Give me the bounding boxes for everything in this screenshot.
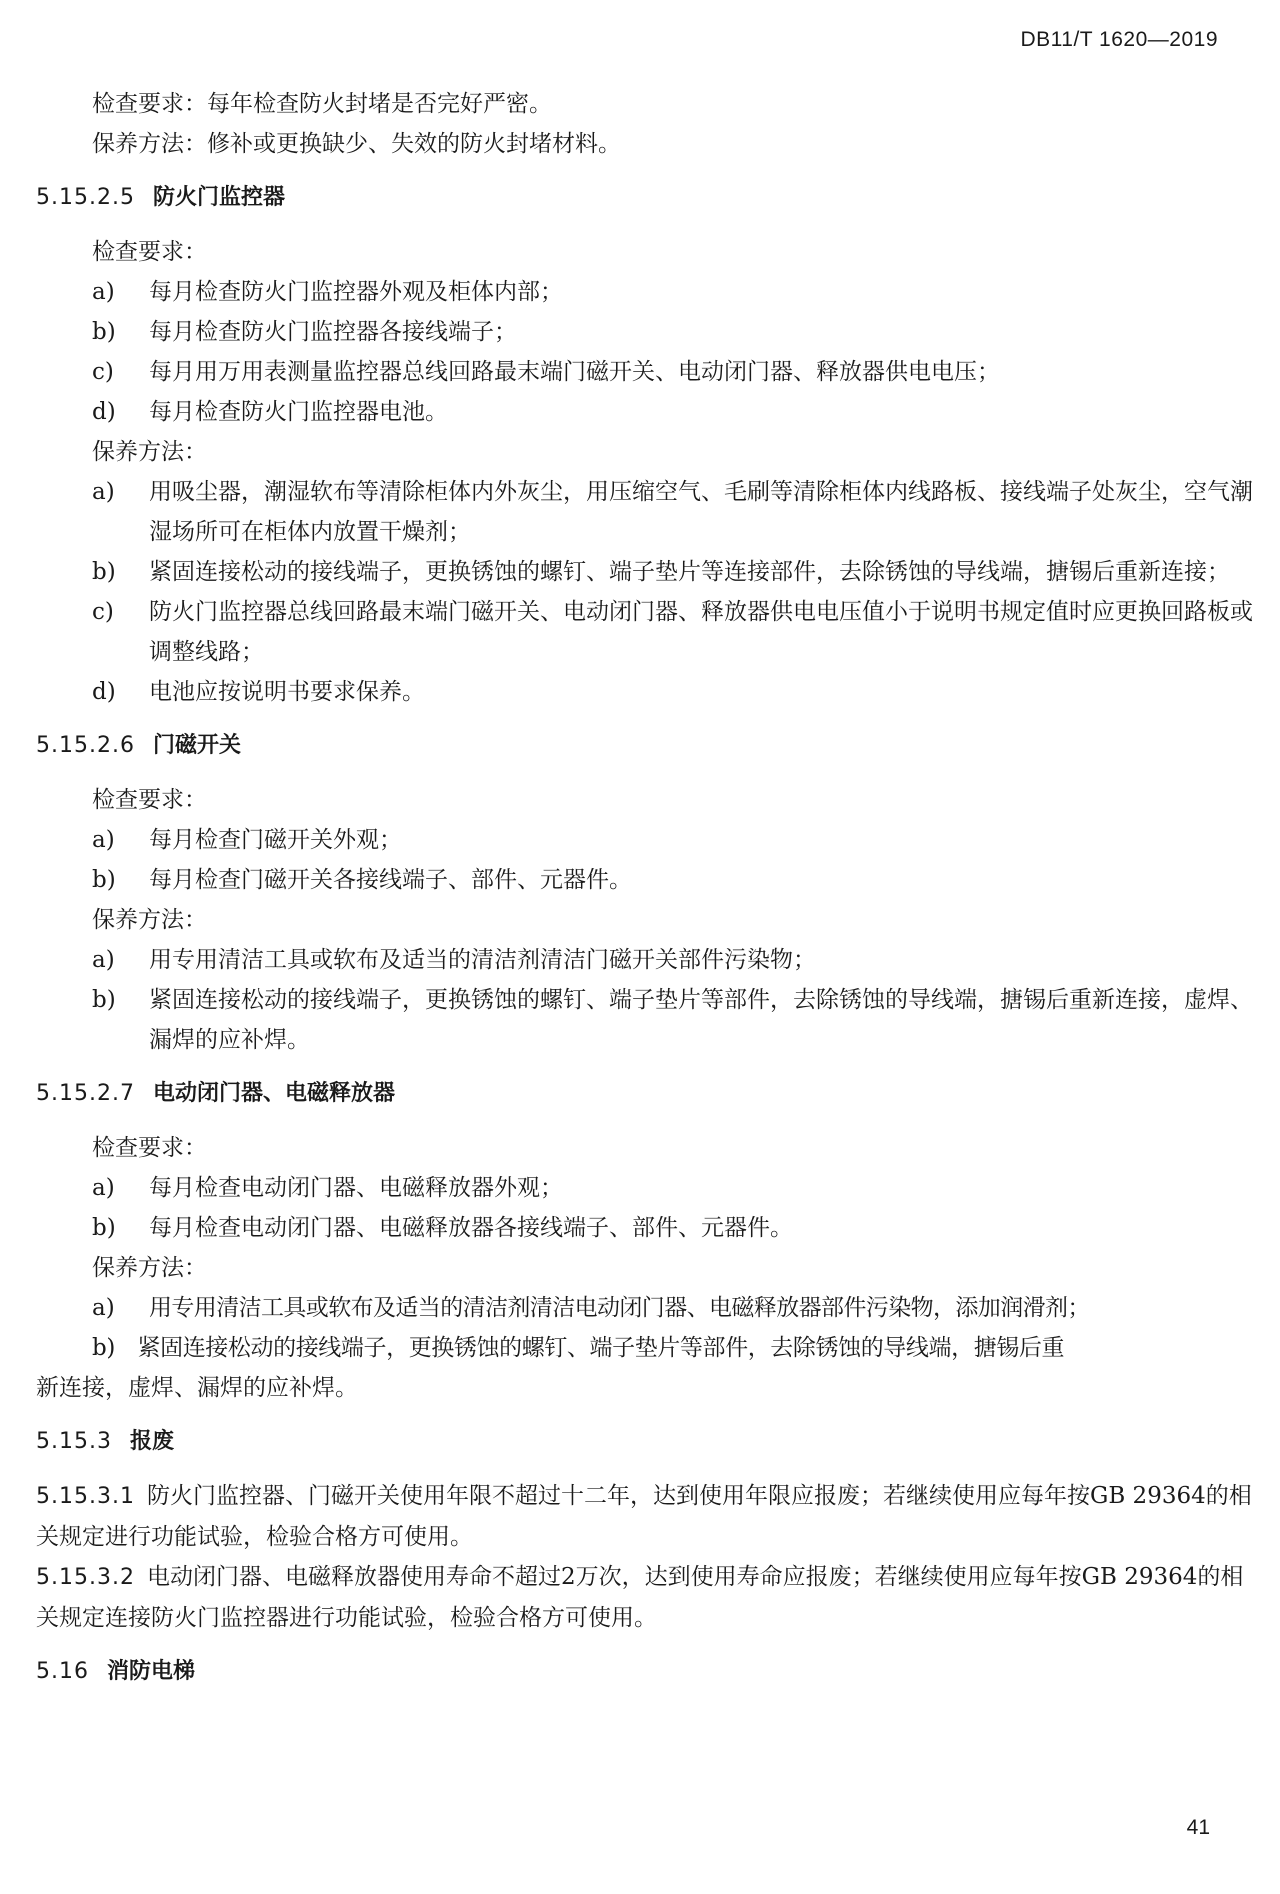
item-label: a) [92,827,115,853]
item-text: 电池应按说明书要求保养。 [149,679,425,705]
item-label: b) [92,867,116,893]
section-heading-door-monitor [36,178,1258,218]
list-item [36,552,1258,592]
item-label: b) [92,559,116,585]
page-number: 41 [1186,1816,1210,1839]
maint-label: 保养方法： [92,1255,207,1281]
list-item [36,1168,1258,1208]
clause-paragraph [36,1476,1258,1557]
item-text: 用吸尘器，潮湿软布等清除柜体内外灰尘，用压缩空气、毛刷等清除柜体内线路板、接线端子处灰尘，空气潮湿场所可在柜体内放置干燥剂； [149,479,1253,545]
list-item [36,860,1258,900]
item-label: c) [92,599,114,625]
item-label: a) [92,1295,115,1321]
list-item [36,1288,1258,1328]
section-title: 报废 [129,1429,174,1454]
section-title: 消防电梯 [106,1659,195,1684]
clause-text: 电动闭门器、电磁释放器使用寿命不超过2万次，达到使用寿命应报废；若继续使用应每年按GB 29364的相关规定连接防火门监控器进行功能试验，检验合格方可使用。 [36,1564,1244,1631]
section-title: 电动闭门器、电磁释放器 [152,1081,395,1106]
maint-label: 保养方法： [92,439,207,465]
item-text: 防火门监控器总线回路最末端门磁开关、电动闭门器、释放器供电电压值小于说明书规定值时应更换回路板或调整线路； [149,599,1253,665]
item-label: b) [92,987,116,1013]
section-number: 5.16 [36,1659,89,1684]
item-text: 每月检查防火门监控器外观及柜体内部； [149,279,563,305]
page-content [36,84,1258,1706]
list-item [36,392,1258,432]
list-item [36,1208,1258,1248]
section-number: 5.15.2.7 [36,1081,135,1106]
item-text: 每月检查电动闭门器、电磁释放器外观； [149,1175,563,1201]
item-text: 每月检查电动闭门器、电磁释放器各接线端子、部件、元器件。 [149,1215,793,1241]
list-item [36,312,1258,352]
check-label: 检查要求： [92,239,207,265]
list-item [36,472,1258,552]
section-number: 5.15.3 [36,1429,112,1454]
clause-paragraph [36,1557,1258,1638]
item-text: 每月用万用表测量监控器总线回路最末端门磁开关、电动闭门器、释放器供电电压； [149,359,1000,385]
item-label: d) [92,679,116,705]
section-heading-door-closer [36,1074,1258,1114]
section-title: 防火门监控器 [152,185,285,210]
list-item [36,592,1258,672]
list-item [36,940,1258,980]
list-item-first-line: b) 紧固连接松动的接线端子，更换锈蚀的螺钉、端子垫片等部件，去除锈蚀的导线端，搪锡后重 [92,1335,1065,1361]
firestop-maint-line: 保养方法：修补或更换缺少、失效的防火封堵材料。 [92,131,621,157]
clause-number: 5.15.3.2 [36,1565,135,1590]
item-label: b) [92,319,116,345]
item-label: c) [92,359,114,385]
item-text: 每月检查防火门监控器各接线端子； [149,319,517,345]
list-item [36,672,1258,712]
section-number: 5.15.2.5 [36,185,135,210]
check-label: 检查要求： [92,787,207,813]
section-number: 5.15.2.6 [36,733,135,758]
item-text: 用专用清洁工具或软布及适当的清洁剂清洁门磁开关部件污染物； [149,947,816,973]
maint-label: 保养方法： [92,907,207,933]
check-label: 检查要求： [92,1135,207,1161]
list-item [36,272,1258,312]
firestop-check-line: 检查要求：每年检查防火封堵是否完好严密。 [92,91,552,117]
section-heading-fire-elevator [36,1652,1258,1692]
list-item [36,352,1258,392]
section-heading-scrap [36,1422,1258,1462]
item-text: 每月检查门磁开关外观； [149,827,402,853]
clause-number: 5.15.3.1 [36,1484,135,1509]
section-title: 门磁开关 [152,733,241,758]
clause-text: 防火门监控器、门磁开关使用年限不超过十二年，达到使用年限应报废；若继续使用应每年按GB 29364的相关规定进行功能试验，检验合格方可使用。 [36,1483,1252,1550]
item-text: 用专用清洁工具或软布及适当的清洁剂清洁电动闭门器、电磁释放器部件污染物，添加润滑剂； [149,1295,1090,1321]
item-text: 紧固连接松动的接线端子，更换锈蚀的螺钉、端子垫片等连接部件，去除锈蚀的导线端，搪锡后重新连接； [149,559,1230,585]
item-label: a) [92,479,115,505]
item-text: 每月检查防火门监控器电池。 [149,399,448,425]
list-item [36,820,1258,860]
item-label: a) [92,947,115,973]
item-label: a) [92,279,115,305]
item-text: 紧固连接松动的接线端子，更换锈蚀的螺钉、端子垫片等部件，去除锈蚀的导线端，搪锡后重新连接，虚焊、漏焊的应补焊。 [149,987,1253,1053]
item-label: a) [92,1175,115,1201]
item-label: b) [92,1215,116,1241]
list-item-continuation: 新连接，虚焊、漏焊的应补焊。 [36,1375,358,1401]
item-text: 每月检查门磁开关各接线端子、部件、元器件。 [149,867,632,893]
section-heading-magnetic-switch [36,726,1258,766]
list-item [36,980,1258,1060]
item-label: d) [92,399,116,425]
document-id-header: DB11/T 1620—2019 [1020,28,1218,51]
